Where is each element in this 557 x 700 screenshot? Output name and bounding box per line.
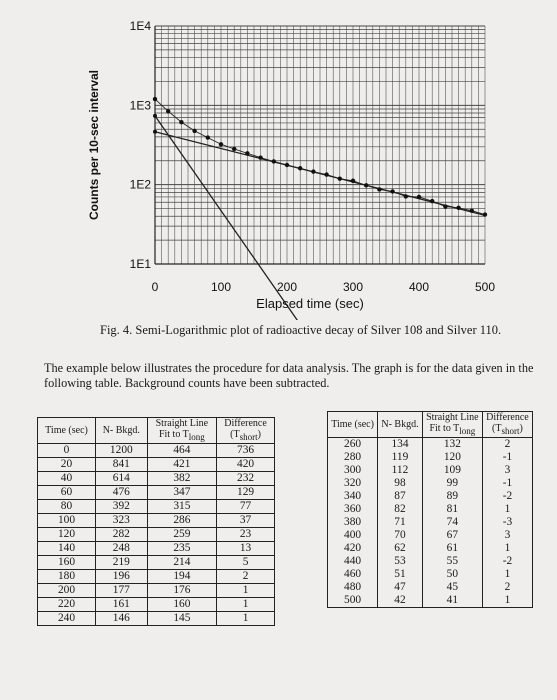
- table-cell: 180: [38, 570, 96, 584]
- table-cell: 67: [422, 529, 482, 542]
- data-point: [483, 212, 487, 216]
- table-cell: 70: [378, 529, 423, 542]
- table-cell: 219: [96, 556, 148, 570]
- table-cell: 1: [482, 503, 532, 516]
- table-cell: 248: [96, 542, 148, 556]
- table-cell: 320: [328, 477, 378, 490]
- table-cell: 382: [147, 472, 216, 486]
- table-cell: 140: [38, 542, 96, 556]
- x-tick-label: 100: [210, 280, 232, 294]
- table-cell: 841: [96, 458, 148, 472]
- table-cell: 500: [328, 594, 378, 608]
- table-row: [328, 490, 533, 503]
- col-header-straight-line: Straight Line Fit to $T_{long}$: [422, 412, 482, 438]
- table-cell: 220: [38, 598, 96, 612]
- table-cell: 20: [38, 458, 96, 472]
- table-cell: 53: [378, 555, 423, 568]
- table-cell: 61: [422, 542, 482, 555]
- table-cell: 146: [96, 612, 148, 626]
- table-cell: 5: [217, 556, 275, 570]
- y-tick-label: 1E3: [129, 98, 151, 113]
- intro-paragraph: The example below illustrates the procedure for data analysis. The graph is for the data given in the following table. Background counts have been subtracted.: [44, 361, 534, 390]
- semi-log-chart: [0, 0, 557, 320]
- table-row: [328, 594, 533, 608]
- table-cell: 2: [217, 570, 275, 584]
- data-point: [417, 195, 421, 199]
- table-row: [38, 542, 275, 556]
- data-point: [311, 169, 315, 173]
- table-cell: 100: [38, 514, 96, 528]
- table-cell: 1: [482, 594, 532, 608]
- table-row: [328, 438, 533, 452]
- data-table-left: [37, 417, 275, 626]
- table-cell: 119: [378, 451, 423, 464]
- table-row: [38, 598, 275, 612]
- data-point: [245, 151, 249, 155]
- table-cell: 62: [378, 542, 423, 555]
- table-cell: 259: [147, 528, 216, 542]
- table-cell: 380: [328, 516, 378, 529]
- table-cell: 240: [38, 612, 96, 626]
- table-cell: 60: [38, 486, 96, 500]
- col-header-time: Time (sec): [328, 412, 378, 438]
- table-row: [328, 464, 533, 477]
- data-point: [430, 199, 434, 203]
- table-cell: 260: [328, 438, 378, 452]
- table-cell: 74: [422, 516, 482, 529]
- table-cell: 160: [38, 556, 96, 570]
- table-cell: 13: [217, 542, 275, 556]
- table-cell: 300: [328, 464, 378, 477]
- data-point: [206, 135, 210, 139]
- table-cell: 50: [422, 568, 482, 581]
- table-cell: 1: [482, 568, 532, 581]
- col-header-difference: Difference $(T_{short})$: [482, 412, 532, 438]
- chart-grid: [155, 26, 485, 264]
- table-cell: -3: [482, 516, 532, 529]
- table-cell: 3: [482, 529, 532, 542]
- x-tick-label: 300: [342, 280, 364, 294]
- table-cell: 282: [96, 528, 148, 542]
- data-point: [456, 206, 460, 210]
- table-cell: 98: [378, 477, 423, 490]
- data-point: [219, 142, 223, 146]
- table-cell: 45: [422, 581, 482, 594]
- table-cell: 340: [328, 490, 378, 503]
- table-row: [38, 472, 275, 486]
- table-cell: 440: [328, 555, 378, 568]
- table-row: [38, 570, 275, 584]
- data-point: [443, 204, 447, 208]
- table-cell: 460: [328, 568, 378, 581]
- table-cell: 194: [147, 570, 216, 584]
- table-cell: 1200: [96, 444, 148, 458]
- table-cell: 464: [147, 444, 216, 458]
- table-cell: 2: [482, 581, 532, 594]
- table-row: [328, 581, 533, 594]
- table-cell: 129: [217, 486, 275, 500]
- table-row: [328, 555, 533, 568]
- table-cell: 232: [217, 472, 275, 486]
- x-tick-label: 200: [276, 280, 298, 294]
- data-point: [377, 187, 381, 191]
- data-point: [404, 194, 408, 198]
- data-point: [351, 179, 355, 183]
- table-cell: 400: [328, 529, 378, 542]
- figure-caption: Fig. 4. Semi-Logarithmic plot of radioactive decay of Silver 108 and Silver 110.: [100, 323, 502, 337]
- table-cell: 41: [422, 594, 482, 608]
- table-row: [38, 458, 275, 472]
- table-cell: -2: [482, 555, 532, 568]
- data-point: [179, 120, 183, 124]
- table-row: [328, 568, 533, 581]
- table-cell: 132: [422, 438, 482, 452]
- data-point: [338, 176, 342, 180]
- table-row: [38, 584, 275, 598]
- data-point: [324, 172, 328, 176]
- table-cell: 80: [38, 500, 96, 514]
- chart-labels: [87, 19, 495, 311]
- table-row: [328, 503, 533, 516]
- table-cell: 2: [482, 438, 532, 452]
- table-cell: 3: [482, 464, 532, 477]
- table-cell: 160: [147, 598, 216, 612]
- table-row: [38, 500, 275, 514]
- table-cell: 81: [422, 503, 482, 516]
- table-row: [38, 514, 275, 528]
- table-cell: 1: [217, 612, 275, 626]
- x-axis-title: Elapsed time (sec): [256, 296, 364, 311]
- table-cell: 323: [96, 514, 148, 528]
- table-row: [328, 477, 533, 490]
- table-cell: -1: [482, 477, 532, 490]
- data-point: [192, 129, 196, 133]
- table-cell: 480: [328, 581, 378, 594]
- table-cell: 109: [422, 464, 482, 477]
- table-cell: 47: [378, 581, 423, 594]
- y-tick-label: 1E1: [129, 257, 151, 271]
- table-cell: 420: [217, 458, 275, 472]
- table-row: [38, 444, 275, 458]
- table-cell: 200: [38, 584, 96, 598]
- x-tick-label: 400: [408, 280, 430, 294]
- table-cell: 235: [147, 542, 216, 556]
- table-row: [328, 451, 533, 464]
- col-header-time: Time (sec): [38, 418, 96, 444]
- table-cell: 42: [378, 594, 423, 608]
- data-point: [258, 155, 262, 159]
- table-cell: 1: [217, 598, 275, 612]
- table-cell: 392: [96, 500, 148, 514]
- table-row: [38, 486, 275, 500]
- table-row: [328, 529, 533, 542]
- table-cell: 82: [378, 503, 423, 516]
- data-point: [153, 114, 157, 118]
- table-cell: 176: [147, 584, 216, 598]
- table-cell: 89: [422, 490, 482, 503]
- table-cell: 360: [328, 503, 378, 516]
- data-point: [153, 97, 157, 101]
- table-cell: 420: [328, 542, 378, 555]
- table-cell: 347: [147, 486, 216, 500]
- table-cell: 77: [217, 500, 275, 514]
- col-header-n-bkgd: N- Bkgd.: [96, 418, 148, 444]
- x-tick-label: 500: [474, 280, 496, 294]
- table-cell: 120: [422, 451, 482, 464]
- table-cell: 99: [422, 477, 482, 490]
- col-header-straight-line: Straight Line Fit to $T_{long}$: [147, 418, 216, 444]
- table-cell: 40: [38, 472, 96, 486]
- x-tick-label: 0: [151, 280, 159, 294]
- table-cell: 55: [422, 555, 482, 568]
- table-cell: 134: [378, 438, 423, 452]
- data-point: [298, 166, 302, 170]
- data-point: [272, 159, 276, 163]
- table-cell: 51: [378, 568, 423, 581]
- y-axis-title: Counts per 10-sec interval: [87, 69, 101, 221]
- col-header-difference: Difference $(T_{short})$: [217, 418, 275, 444]
- table-row: [328, 542, 533, 555]
- data-point: [364, 183, 368, 187]
- table-cell: 315: [147, 500, 216, 514]
- table-cell: 421: [147, 458, 216, 472]
- table-cell: -1: [482, 451, 532, 464]
- table-row: [38, 612, 275, 626]
- data-table-right: [327, 411, 533, 608]
- table-cell: 214: [147, 556, 216, 570]
- table-cell: 1: [217, 584, 275, 598]
- table-cell: -2: [482, 490, 532, 503]
- table-row: [328, 516, 533, 529]
- col-header-n-bkgd: N- Bkgd.: [378, 412, 423, 438]
- table-cell: 71: [378, 516, 423, 529]
- table-cell: 37: [217, 514, 275, 528]
- table-cell: 476: [96, 486, 148, 500]
- data-point: [166, 109, 170, 113]
- table-cell: 161: [96, 598, 148, 612]
- table-cell: 145: [147, 612, 216, 626]
- table-cell: 614: [96, 472, 148, 486]
- data-point: [390, 189, 394, 193]
- table-cell: 177: [96, 584, 148, 598]
- data-point: [470, 208, 474, 212]
- table-row: [38, 556, 275, 570]
- table-row: [38, 528, 275, 542]
- table-cell: 1: [482, 542, 532, 555]
- data-point: [153, 130, 157, 134]
- table-left-body: [38, 444, 275, 626]
- y-tick-label: 1E2: [129, 177, 151, 192]
- table-cell: 280: [328, 451, 378, 464]
- table-cell: 736: [217, 444, 275, 458]
- table-cell: 286: [147, 514, 216, 528]
- data-point: [232, 147, 236, 151]
- table-cell: 196: [96, 570, 148, 584]
- data-point: [285, 163, 289, 167]
- y-tick-label: 1E4: [129, 19, 151, 33]
- table-right-body: [328, 438, 533, 608]
- table-cell: 23: [217, 528, 275, 542]
- table-cell: 0: [38, 444, 96, 458]
- table-cell: 120: [38, 528, 96, 542]
- table-cell: 87: [378, 490, 423, 503]
- table-cell: 112: [378, 464, 423, 477]
